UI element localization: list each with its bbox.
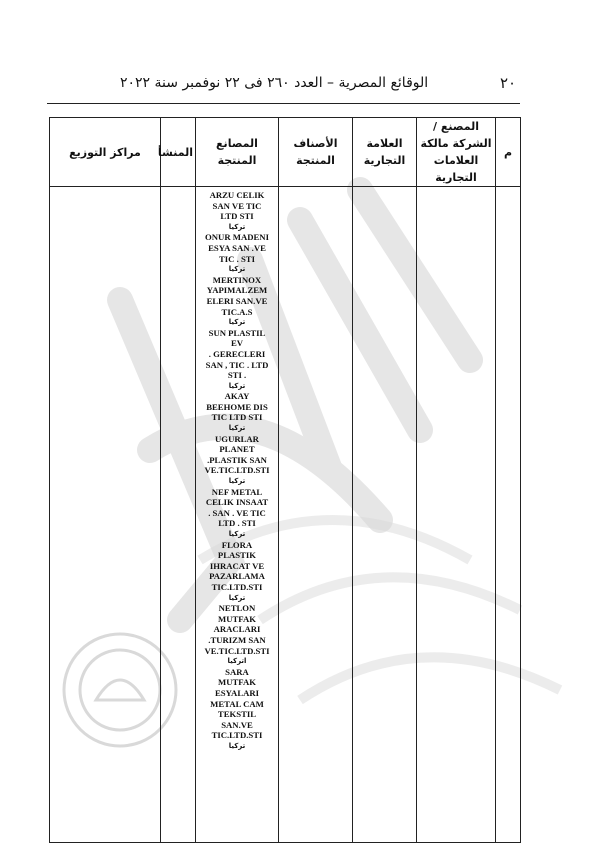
manufacturer-name-line: PLASTIK xyxy=(217,550,257,561)
manufacturer-entry xyxy=(196,190,278,232)
manufacturer-name-line: UGURLAR xyxy=(215,433,259,444)
manufacturers-cell xyxy=(196,187,279,843)
manufacturer-name-line: YAPIMALZEM xyxy=(206,285,268,296)
manufacturer-name-line: EV xyxy=(230,338,244,349)
manufacturer-name-line: SARA xyxy=(225,666,249,677)
manufacturer-entry xyxy=(196,603,278,667)
manufacturer-name-line: METAL CAM xyxy=(210,698,264,709)
manufacturer-name-line: ELERI SAN.VE xyxy=(206,295,268,306)
column-header-serial: م xyxy=(496,118,521,187)
column-header-owner: المصنع /الشركة مالكة العلامات التجارية xyxy=(417,118,496,187)
manufacturer-name-line: ONUR MADENI xyxy=(205,232,269,243)
manufacturer-entry xyxy=(196,328,278,392)
manufacturer-name-line: TURIZM SAN. xyxy=(208,634,266,645)
manufacturer-name-line: FLORA xyxy=(221,539,253,550)
manufacturer-name-line: TIC LTD STI xyxy=(211,412,263,423)
manufacturer-name-line: TEKSTIL xyxy=(217,709,257,720)
column-header-products: الأصناف المنتجة xyxy=(279,118,353,187)
manufacturer-name-line: TIC.LTD.STI xyxy=(211,730,263,741)
manufacturer-entry xyxy=(196,434,278,487)
manufacturer-origin: تركيا xyxy=(228,530,246,538)
manufacturer-entry xyxy=(196,487,278,540)
manufacturer-name-line: IHRACAT VE xyxy=(209,560,265,571)
table-header-row xyxy=(50,118,521,187)
manufacturer-entry xyxy=(196,232,278,274)
manufacturer-name-line: ESYALARI xyxy=(214,687,260,698)
manufacturer-origin: اتركيا xyxy=(227,657,247,666)
products-cell xyxy=(279,187,353,843)
manufacturer-origin: تركيا xyxy=(228,424,246,433)
manufacturer-name-line: NEF METAL xyxy=(211,486,263,497)
column-header-distribution: مراكز التوزيع xyxy=(50,118,161,187)
manufacturer-origin: تركيا xyxy=(228,593,246,602)
manufacturer-name-line: NETLON xyxy=(218,603,256,614)
manufacturer-name-line: VE.TIC.LTD.STI xyxy=(204,465,270,476)
manufacturer-name-line: . STI xyxy=(227,370,247,381)
manufacturer-origin: تركيا xyxy=(228,222,246,231)
manufacturer-name-line: SAN.VE xyxy=(221,719,253,730)
distribution-cell xyxy=(50,187,161,843)
manufacturer-name-line: PAZARLAMA xyxy=(209,571,265,582)
manufacturer-name-line: LTD . STI xyxy=(218,518,256,529)
manufacturer-name-line: TIC . STI xyxy=(219,253,255,264)
manufacturer-name-line: SUN PLASTIL xyxy=(208,327,266,338)
manufacturer-origin: تركيا xyxy=(228,265,246,274)
origin-cell xyxy=(161,187,196,843)
manufacturer-list xyxy=(196,187,278,751)
manufacturer-name-line: SAN , TIC . LTD xyxy=(205,359,269,370)
running-title: الوقائع المصرية – العدد ٢٦٠ فى ٢٢ نوفمبر سنة ٢٠٢٢ xyxy=(120,75,429,91)
manufacturer-origin: تركيا xyxy=(228,477,246,486)
products-table xyxy=(49,117,521,843)
manufacturer-name-line: TIC.A.S xyxy=(221,306,253,317)
table-row xyxy=(50,187,521,843)
manufacturer-name-line: GERECLERI . xyxy=(208,348,266,359)
page-number: ٢٠ xyxy=(500,74,517,92)
owner-cell xyxy=(417,187,496,843)
manufacturer-entry xyxy=(196,540,278,604)
manufacturer-entry xyxy=(196,391,278,433)
trademark-cell xyxy=(353,187,417,843)
manufacturer-origin: تركيا xyxy=(228,381,246,390)
manufacturer-name-line: MUTFAK xyxy=(218,613,256,624)
manufacturer-name-line: ESYA SAN .VE xyxy=(208,242,266,253)
header-divider xyxy=(47,103,520,104)
manufacturer-name-line: SAN VE TIC xyxy=(212,200,262,211)
manufacturer-name-line: TIC.LTD.STI xyxy=(211,581,263,592)
manufacturer-entry xyxy=(196,667,278,752)
manufacturer-origin: تركيا xyxy=(228,318,246,327)
manufacturer-name-line: MUTFAK xyxy=(218,677,256,688)
manufacturer-entry xyxy=(196,275,278,328)
manufacturer-name-line: LTD STI xyxy=(220,211,254,222)
manufacturer-name-line: CELIK INSAAT xyxy=(205,497,269,508)
manufacturer-name-line: PLASTIK SAN. xyxy=(207,454,267,465)
manufacturer-name-line: SAN . VE TIC . xyxy=(208,507,266,518)
manufacturer-name-line: PLANET xyxy=(219,444,255,455)
manufacturer-name-line: VE.TIC.LTD.STI xyxy=(204,645,270,656)
manufacturer-name-line: ARACLARI xyxy=(213,624,261,635)
manufacturer-name-line: AKAY xyxy=(224,391,250,402)
column-header-manufacturers: المصانع المنتجة xyxy=(196,118,279,187)
manufacturer-name-line: MERTINOX xyxy=(212,274,262,285)
manufacturer-name-line: ARZU CELIK xyxy=(209,190,265,200)
serial-cell xyxy=(496,187,521,843)
manufacturer-name-line: BEEHOME DIS xyxy=(206,401,268,412)
column-header-trademark: العلامة التجارية xyxy=(353,118,417,187)
column-header-origin: المنشأ xyxy=(161,118,196,187)
manufacturer-origin: تركيا xyxy=(228,741,246,750)
